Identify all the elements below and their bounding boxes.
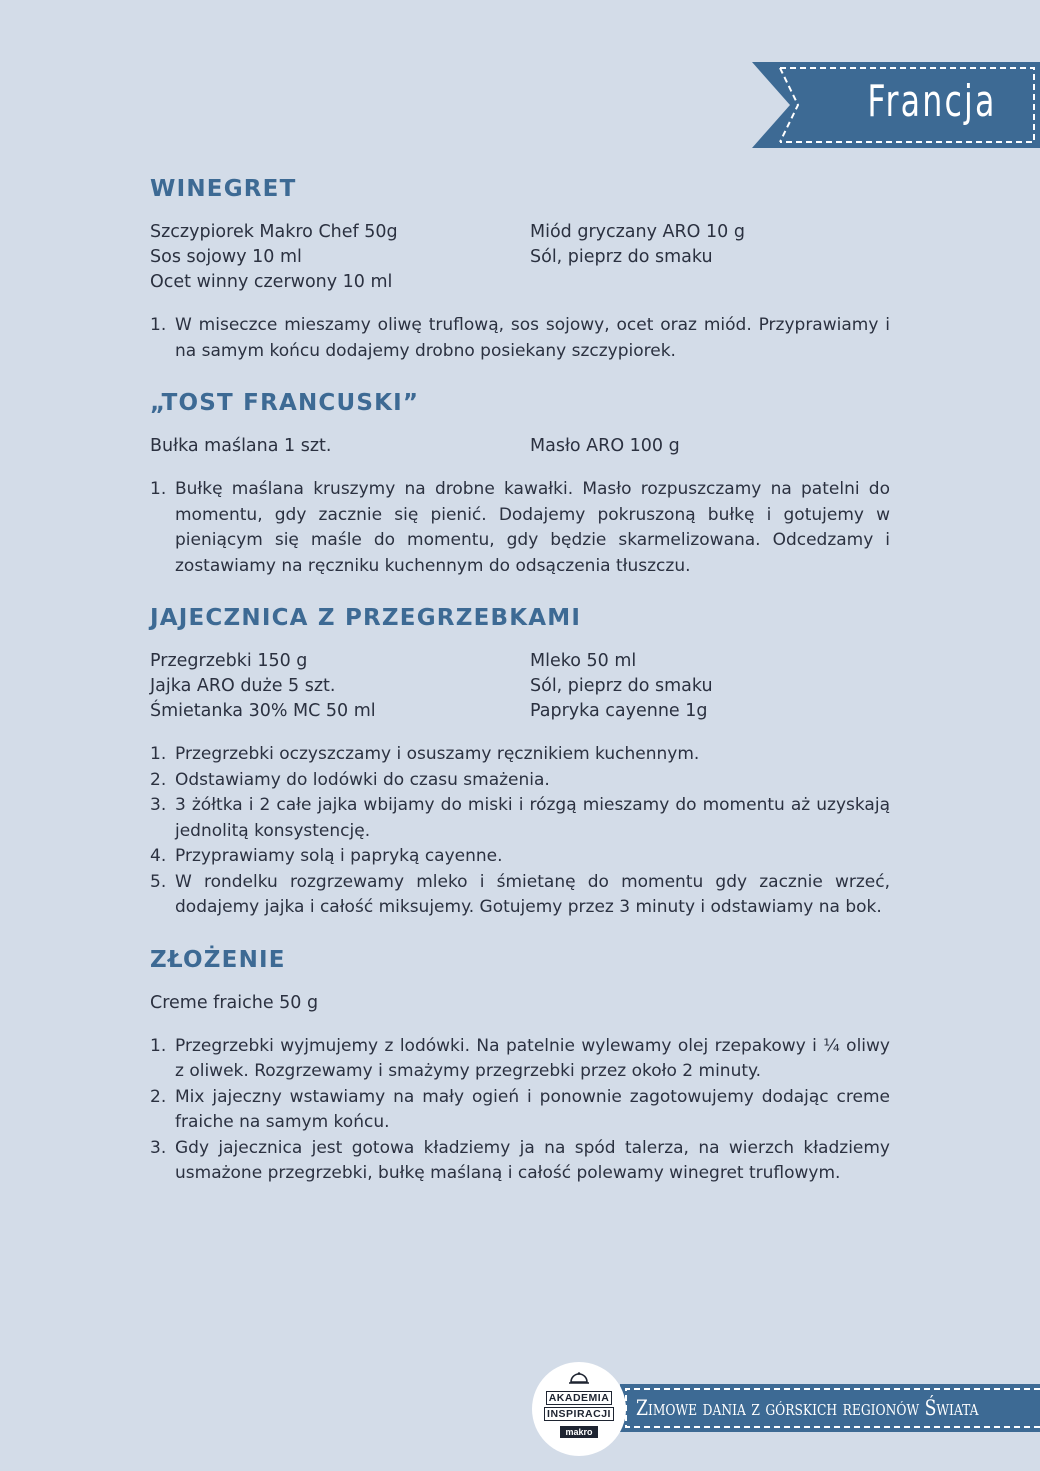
step-text: W rondelku rozgrzewamy mleko i śmietanę do momentu gdy zacznie wrzeć, dodajemy jajka i całość miksujemy. Gotujemy przez 3 minuty i odstawiamy na bok.: [175, 871, 890, 917]
ingredients-column-right: [530, 991, 890, 1016]
step-text: W miseczce mieszamy oliwę truflową, sos sojowy, ocet oraz miód. Przyprawiamy i na samym końcu dodajemy drobno posiekany szczypiorek.: [175, 315, 890, 361]
step-item: [150, 742, 890, 768]
step-text: Mix jajeczny wstawiamy na mały ogień i ponownie zagotowujemy dodając creme fraiche na samym końcu.: [175, 1086, 890, 1132]
step-item: [150, 844, 890, 870]
step-item: [150, 870, 890, 921]
makro-brand: makro: [560, 1426, 598, 1438]
recipe-section: [150, 176, 890, 364]
step-item: [150, 1034, 890, 1085]
step-number: 5.: [150, 871, 167, 892]
section-title: „TOST FRANCUSKI”: [150, 390, 420, 416]
footer-bar: [620, 1384, 1040, 1432]
banner-title: Francja: [867, 76, 997, 127]
step-text: 3 żółtka i 2 całe jajka wbijamy do miski i rózgą mieszamy do momentu aż uzyskają jednolitą konsystencję.: [175, 795, 890, 841]
ingredients-column-left: [150, 220, 530, 295]
step-text: Przegrzebki oczyszczamy i osuszamy ręcznikiem kuchennym.: [175, 744, 700, 764]
recipe-section: [150, 605, 890, 921]
section-title: WINEGRET: [150, 176, 297, 202]
steps-list: [150, 313, 890, 364]
step-number: 1.: [150, 315, 167, 335]
ingredient: Miód gryczany ARO 10 g: [530, 222, 745, 242]
step-item: [150, 1136, 890, 1187]
ingredient: Jajka ARO duże 5 szt.: [150, 676, 336, 696]
ingredients-list: [150, 220, 890, 295]
ingredient: Szczypiorek Makro Chef 50g: [150, 222, 398, 242]
step-number: 2.: [150, 1086, 167, 1107]
step-number: 1.: [150, 1035, 167, 1056]
akademia-inspiracji-logo: [532, 1362, 626, 1456]
step-text: Przegrzebki wyjmujemy z lodówki. Na patelnie wylewamy olej rzepakowy i ¼ oliwy z oliwek. Rozgrzewamy i smażymy przegrzebki przez około 2 minuty.: [175, 1035, 890, 1081]
ingredient: Przegrzebki 150 g: [150, 651, 308, 671]
section-gap: [150, 579, 890, 605]
recipe-content: [150, 176, 890, 1187]
ingredients-column-right: [530, 220, 890, 295]
section-title: ZŁOŻENIE: [150, 946, 286, 973]
step-item: [150, 477, 890, 579]
step-text: Przyprawiamy solą i papryką cayenne.: [175, 846, 503, 866]
ingredients-list: [150, 991, 890, 1016]
ingredient: Bułka maślana 1 szt.: [150, 436, 332, 456]
footer-title: Zimowe dania z górskich regionów Świata: [636, 1396, 979, 1420]
recipe-section: [150, 947, 890, 1187]
step-item: [150, 313, 890, 364]
country-banner: [752, 62, 1040, 148]
step-number: 3.: [150, 1137, 167, 1158]
recipe-section: [150, 390, 890, 579]
ingredient: Masło ARO 100 g: [530, 436, 680, 456]
ingredients-list: [150, 649, 890, 724]
logo-line-2: INSPIRACJI: [532, 1408, 626, 1420]
ingredient: Ocet winny czerwony 10 ml: [150, 272, 393, 292]
ingredients-column-right: [530, 434, 890, 459]
ingredient: Sól, pieprz do smaku: [530, 247, 713, 267]
logo-line-1: AKADEMIA: [532, 1392, 626, 1404]
ingredient: Mleko 50 ml: [530, 651, 637, 671]
step-number: 1.: [150, 479, 167, 499]
cloche-icon: [569, 1372, 589, 1384]
ingredients-column-right: [530, 649, 890, 724]
step-number: 1.: [150, 744, 167, 764]
ingredient: Śmietanka 30% MC 50 ml: [150, 701, 376, 721]
ingredients-column-left: [150, 991, 530, 1016]
ingredient: Creme fraiche 50 g: [150, 992, 319, 1013]
ingredients-column-left: [150, 649, 530, 724]
section-title: JAJECZNICA Z PRZEGRZEBKAMI: [150, 605, 582, 631]
ingredient: Sól, pieprz do smaku: [530, 676, 713, 696]
steps-list: [150, 742, 890, 921]
ingredients-column-left: [150, 434, 530, 459]
steps-list: [150, 1034, 890, 1187]
section-gap: [150, 921, 890, 947]
step-item: [150, 793, 890, 844]
step-item: [150, 768, 890, 794]
ingredient: Sos sojowy 10 ml: [150, 247, 302, 267]
step-number: 2.: [150, 769, 167, 790]
step-text: Gdy jajecznica jest gotowa kładziemy ja na spód talerza, na wierzch kładziemy usmażone przegrzebki, bułkę maślaną i całość polewamy winegret truflowym.: [175, 1137, 890, 1183]
step-item: [150, 1085, 890, 1136]
ingredients-list: [150, 434, 890, 459]
step-number: 4.: [150, 846, 167, 866]
step-number: 3.: [150, 795, 167, 815]
step-text: Odstawiamy do lodówki do czasu smażenia.: [175, 769, 550, 790]
step-text: Bułkę maślana kruszymy na drobne kawałki. Masło rozpuszczamy na patelni do momentu, gdy zacznie się pienić. Dodajemy pokruszoną bułkę i gotujemy w pieniącym się maśle do momentu, gdy będzie skarmelizowana. Odcedzamy i zostawiamy na ręczniku kuchennym do odsączenia tłuszczu.: [175, 479, 890, 576]
ingredient: Papryka cayenne 1g: [530, 701, 708, 721]
steps-list: [150, 477, 890, 579]
section-gap: [150, 364, 890, 390]
